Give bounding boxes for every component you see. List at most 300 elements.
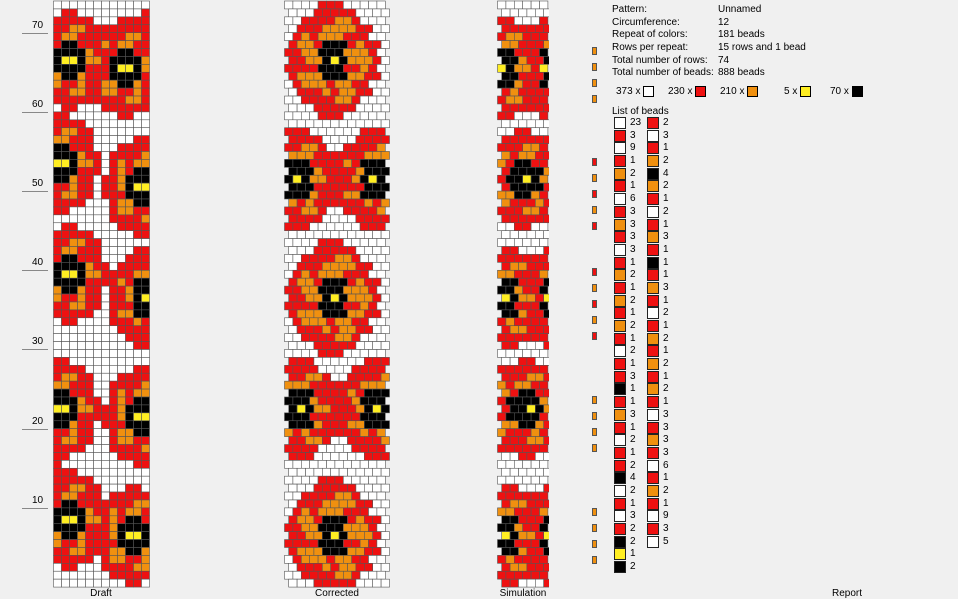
simulation-bead[interactable] [535, 151, 543, 159]
draft-bead[interactable] [126, 357, 134, 365]
simulation-bead[interactable] [523, 254, 531, 262]
draft-bead[interactable] [54, 500, 62, 508]
corrected-bead[interactable] [318, 80, 326, 88]
corrected-bead[interactable] [339, 357, 347, 365]
draft-bead[interactable] [126, 64, 134, 72]
corrected-bead[interactable] [343, 334, 351, 342]
draft-bead[interactable] [86, 72, 94, 80]
simulation-bead[interactable] [523, 286, 531, 294]
corrected-bead[interactable] [327, 191, 335, 199]
simulation-bead[interactable] [506, 223, 514, 231]
corrected-bead[interactable] [360, 128, 368, 136]
draft-bead[interactable] [78, 104, 86, 112]
simulation-bead[interactable] [519, 484, 527, 492]
corrected-bead[interactable] [373, 247, 381, 255]
draft-bead[interactable] [110, 254, 118, 262]
simulation-bead[interactable] [535, 516, 543, 524]
corrected-bead[interactable] [381, 547, 389, 555]
draft-bead[interactable] [94, 231, 102, 239]
simulation-bead[interactable] [506, 349, 514, 357]
simulation-bead[interactable] [514, 128, 522, 136]
corrected-bead[interactable] [318, 460, 326, 468]
draft-bead[interactable] [94, 460, 102, 468]
simulation-bead[interactable] [531, 555, 539, 563]
draft-bead[interactable] [62, 318, 70, 326]
draft-bead[interactable] [142, 144, 150, 152]
simulation-bead[interactable] [523, 112, 531, 120]
corrected-bead[interactable] [335, 49, 343, 57]
draft-bead[interactable] [142, 183, 150, 191]
corrected-bead[interactable] [318, 476, 326, 484]
simulation-bead[interactable] [502, 452, 510, 460]
corrected-bead[interactable] [381, 9, 389, 17]
corrected-bead[interactable] [352, 239, 360, 247]
draft-bead[interactable] [86, 579, 94, 587]
draft-bead[interactable] [78, 25, 86, 33]
corrected-bead[interactable] [322, 452, 330, 460]
draft-bead[interactable] [62, 365, 70, 373]
draft-bead[interactable] [78, 120, 86, 128]
corrected-bead[interactable] [297, 56, 305, 64]
simulation-bead[interactable] [531, 239, 539, 247]
draft-bead[interactable] [94, 365, 102, 373]
corrected-bead[interactable] [297, 468, 305, 476]
corrected-bead[interactable] [306, 231, 314, 239]
draft-bead[interactable] [70, 516, 78, 524]
simulation-bead[interactable] [544, 25, 549, 33]
corrected-bead[interactable] [335, 286, 343, 294]
corrected-bead[interactable] [339, 547, 347, 555]
simulation-bead[interactable] [531, 17, 539, 25]
corrected-bead[interactable] [289, 563, 297, 571]
draft-bead[interactable] [86, 373, 94, 381]
corrected-bead[interactable] [285, 508, 293, 516]
draft-bead[interactable] [78, 294, 86, 302]
simulation-bead[interactable] [514, 365, 522, 373]
corrected-bead[interactable] [381, 136, 389, 144]
corrected-bead[interactable] [352, 381, 360, 389]
corrected-bead[interactable] [293, 397, 301, 405]
corrected-bead[interactable] [360, 207, 368, 215]
draft-bead[interactable] [78, 310, 86, 318]
draft-bead[interactable] [54, 17, 62, 25]
corrected-bead[interactable] [327, 239, 335, 247]
draft-bead[interactable] [134, 207, 142, 215]
draft-bead[interactable] [54, 555, 62, 563]
corrected-bead[interactable] [377, 175, 385, 183]
simulation-bead[interactable] [544, 563, 549, 571]
draft-bead[interactable] [70, 112, 78, 120]
draft-bead[interactable] [70, 286, 78, 294]
corrected-bead[interactable] [289, 437, 297, 445]
corrected-bead[interactable] [297, 547, 305, 555]
corrected-bead[interactable] [360, 445, 368, 453]
corrected-bead[interactable] [293, 144, 301, 152]
draft-bead[interactable] [126, 334, 134, 342]
draft-bead[interactable] [54, 41, 62, 49]
corrected-bead[interactable] [369, 286, 377, 294]
corrected-bead[interactable] [293, 270, 301, 278]
draft-bead[interactable] [142, 365, 150, 373]
simulation-bead[interactable] [502, 326, 510, 334]
simulation-bead[interactable] [544, 294, 549, 302]
draft-bead[interactable] [70, 579, 78, 587]
corrected-bead[interactable] [339, 563, 347, 571]
draft-bead[interactable] [70, 96, 78, 104]
corrected-bead[interactable] [310, 254, 318, 262]
corrected-bead[interactable] [301, 508, 309, 516]
corrected-bead[interactable] [289, 278, 297, 286]
simulation-bead[interactable] [502, 484, 510, 492]
draft-bead[interactable] [118, 302, 126, 310]
corrected-bead[interactable] [306, 516, 314, 524]
draft-bead[interactable] [78, 215, 86, 223]
draft-bead[interactable] [70, 215, 78, 223]
draft-bead[interactable] [62, 231, 70, 239]
simulation-bead[interactable] [523, 381, 531, 389]
draft-bead[interactable] [118, 571, 126, 579]
simulation-bead[interactable] [527, 167, 535, 175]
corrected-bead[interactable] [348, 231, 356, 239]
corrected-bead[interactable] [356, 120, 364, 128]
simulation-bead[interactable] [514, 318, 522, 326]
draft-bead[interactable] [118, 223, 126, 231]
draft-bead[interactable] [62, 254, 70, 262]
corrected-bead[interactable] [335, 429, 343, 437]
draft-bead[interactable] [78, 445, 86, 453]
draft-bead[interactable] [142, 381, 150, 389]
draft-bead[interactable] [70, 207, 78, 215]
draft-bead[interactable] [54, 262, 62, 270]
simulation-bead[interactable] [523, 492, 531, 500]
corrected-bead[interactable] [327, 49, 335, 57]
draft-bead[interactable] [86, 120, 94, 128]
draft-bead[interactable] [54, 318, 62, 326]
draft-bead[interactable] [118, 452, 126, 460]
draft-bead[interactable] [86, 294, 94, 302]
draft-bead[interactable] [142, 270, 150, 278]
corrected-bead[interactable] [369, 112, 377, 120]
corrected-bead[interactable] [343, 429, 351, 437]
draft-bead[interactable] [70, 540, 78, 548]
draft-bead[interactable] [110, 1, 118, 9]
draft-bead[interactable] [118, 136, 126, 144]
corrected-bead[interactable] [301, 223, 309, 231]
corrected-bead[interactable] [364, 389, 372, 397]
corrected-bead[interactable] [327, 381, 335, 389]
simulation-bead[interactable] [506, 460, 514, 468]
draft-bead[interactable] [62, 302, 70, 310]
corrected-bead[interactable] [364, 326, 372, 334]
corrected-bead[interactable] [377, 80, 385, 88]
simulation-bead[interactable] [544, 421, 549, 429]
draft-bead[interactable] [126, 104, 134, 112]
draft-bead[interactable] [78, 223, 86, 231]
draft-bead[interactable] [54, 167, 62, 175]
simulation-bead[interactable] [502, 262, 510, 270]
simulation-bead[interactable] [510, 326, 518, 334]
corrected-bead[interactable] [356, 405, 364, 413]
draft-bead[interactable] [62, 516, 70, 524]
corrected-bead[interactable] [348, 294, 356, 302]
draft-bead[interactable] [142, 357, 150, 365]
simulation-bead[interactable] [510, 310, 518, 318]
draft-bead[interactable] [102, 199, 110, 207]
draft-bead[interactable] [126, 96, 134, 104]
simulation-bead[interactable] [527, 136, 535, 144]
draft-bead[interactable] [110, 555, 118, 563]
draft-bead[interactable] [62, 1, 70, 9]
simulation-bead[interactable] [498, 191, 506, 199]
draft-bead[interactable] [134, 500, 142, 508]
corrected-bead[interactable] [360, 571, 368, 579]
draft-bead[interactable] [142, 136, 150, 144]
corrected-bead[interactable] [343, 144, 351, 152]
draft-bead[interactable] [134, 239, 142, 247]
corrected-bead[interactable] [381, 72, 389, 80]
simulation-bead[interactable] [510, 72, 518, 80]
draft-bead[interactable] [102, 80, 110, 88]
corrected-bead[interactable] [356, 468, 364, 476]
corrected-bead[interactable] [322, 373, 330, 381]
draft-bead[interactable] [142, 437, 150, 445]
corrected-bead[interactable] [327, 270, 335, 278]
draft-bead[interactable] [102, 357, 110, 365]
corrected-bead[interactable] [373, 579, 381, 587]
draft-bead[interactable] [70, 460, 78, 468]
corrected-bead[interactable] [322, 516, 330, 524]
corrected-bead[interactable] [369, 540, 377, 548]
corrected-bead[interactable] [373, 484, 381, 492]
corrected-bead[interactable] [285, 128, 293, 136]
corrected-bead[interactable] [343, 175, 351, 183]
draft-bead[interactable] [70, 476, 78, 484]
simulation-bead[interactable] [510, 120, 518, 128]
draft-bead[interactable] [118, 476, 126, 484]
draft-bead[interactable] [78, 452, 86, 460]
corrected-bead[interactable] [310, 112, 318, 120]
corrected-bead[interactable] [331, 183, 339, 191]
draft-bead[interactable] [134, 349, 142, 357]
corrected-bead[interactable] [322, 9, 330, 17]
draft-bead[interactable] [126, 25, 134, 33]
draft-bead[interactable] [78, 231, 86, 239]
simulation-bead[interactable] [498, 286, 506, 294]
draft-bead[interactable] [102, 555, 110, 563]
draft-bead[interactable] [78, 349, 86, 357]
corrected-bead[interactable] [352, 223, 360, 231]
simulation-bead[interactable] [523, 508, 531, 516]
draft-bead[interactable] [86, 532, 94, 540]
corrected-bead[interactable] [373, 136, 381, 144]
corrected-bead[interactable] [306, 262, 314, 270]
corrected-bead[interactable] [314, 120, 322, 128]
draft-bead[interactable] [142, 484, 150, 492]
draft-bead[interactable] [110, 357, 118, 365]
corrected-bead[interactable] [377, 17, 385, 25]
corrected-bead[interactable] [310, 524, 318, 532]
draft-bead[interactable] [86, 80, 94, 88]
corrected-bead[interactable] [381, 167, 389, 175]
corrected-bead[interactable] [327, 397, 335, 405]
corrected-bead[interactable] [297, 151, 305, 159]
simulation-bead[interactable] [514, 207, 522, 215]
simulation-bead[interactable] [523, 223, 531, 231]
corrected-bead[interactable] [310, 318, 318, 326]
corrected-bead[interactable] [360, 17, 368, 25]
draft-bead[interactable] [78, 151, 86, 159]
draft-bead[interactable] [126, 112, 134, 120]
simulation-bead[interactable] [510, 231, 518, 239]
corrected-bead[interactable] [373, 56, 381, 64]
draft-bead[interactable] [126, 547, 134, 555]
simulation-bead[interactable] [531, 413, 539, 421]
simulation-bead[interactable] [535, 532, 543, 540]
corrected-bead[interactable] [360, 159, 368, 167]
corrected-bead[interactable] [314, 278, 322, 286]
draft-bead[interactable] [78, 571, 86, 579]
corrected-bead[interactable] [327, 302, 335, 310]
simulation-bead[interactable] [506, 508, 514, 516]
corrected-bead[interactable] [356, 452, 364, 460]
corrected-bead[interactable] [285, 80, 293, 88]
corrected-bead[interactable] [360, 397, 368, 405]
draft-bead[interactable] [110, 64, 118, 72]
draft-bead[interactable] [54, 80, 62, 88]
draft-bead[interactable] [102, 571, 110, 579]
simulation-bead[interactable] [498, 144, 506, 152]
draft-bead[interactable] [86, 136, 94, 144]
corrected-bead[interactable] [301, 64, 309, 72]
simulation-bead[interactable] [502, 357, 510, 365]
corrected-bead[interactable] [339, 294, 347, 302]
draft-bead[interactable] [70, 365, 78, 373]
draft-bead[interactable] [94, 25, 102, 33]
draft-bead[interactable] [54, 532, 62, 540]
corrected-bead[interactable] [289, 452, 297, 460]
simulation-bead[interactable] [540, 555, 548, 563]
simulation-bead[interactable] [540, 492, 548, 500]
corrected-bead[interactable] [348, 72, 356, 80]
corrected-bead[interactable] [331, 120, 339, 128]
draft-bead[interactable] [54, 421, 62, 429]
draft-bead[interactable] [54, 215, 62, 223]
simulation-bead[interactable] [502, 579, 510, 587]
corrected-bead[interactable] [343, 254, 351, 262]
corrected-bead[interactable] [364, 41, 372, 49]
corrected-bead[interactable] [377, 397, 385, 405]
simulation-bead[interactable] [506, 397, 514, 405]
draft-bead[interactable] [118, 183, 126, 191]
corrected-bead[interactable] [293, 49, 301, 57]
draft-bead[interactable] [126, 1, 134, 9]
corrected-bead[interactable] [285, 413, 293, 421]
corrected-bead[interactable] [301, 96, 309, 104]
draft-bead[interactable] [142, 500, 150, 508]
corrected-bead[interactable] [318, 429, 326, 437]
corrected-bead[interactable] [293, 239, 301, 247]
corrected-bead[interactable] [352, 112, 360, 120]
draft-bead[interactable] [142, 532, 150, 540]
corrected-bead[interactable] [339, 342, 347, 350]
corrected-bead[interactable] [301, 17, 309, 25]
draft-bead[interactable] [118, 381, 126, 389]
simulation-bead[interactable] [535, 215, 543, 223]
draft-bead[interactable] [86, 239, 94, 247]
draft-bead[interactable] [102, 579, 110, 587]
draft-bead[interactable] [54, 294, 62, 302]
draft-bead[interactable] [94, 159, 102, 167]
corrected-bead[interactable] [352, 302, 360, 310]
corrected-bead[interactable] [322, 310, 330, 318]
simulation-bead[interactable] [519, 88, 527, 96]
draft-bead[interactable] [126, 563, 134, 571]
corrected-bead[interactable] [293, 429, 301, 437]
corrected-bead[interactable] [297, 104, 305, 112]
draft-bead[interactable] [134, 167, 142, 175]
corrected-bead[interactable] [343, 397, 351, 405]
draft-bead[interactable] [94, 278, 102, 286]
corrected-grid[interactable] [284, 0, 390, 588]
draft-bead[interactable] [118, 49, 126, 57]
corrected-bead[interactable] [360, 223, 368, 231]
simulation-bead[interactable] [519, 56, 527, 64]
simulation-bead[interactable] [502, 437, 510, 445]
corrected-bead[interactable] [314, 104, 322, 112]
draft-bead[interactable] [78, 159, 86, 167]
simulation-bead[interactable] [531, 223, 539, 231]
corrected-bead[interactable] [343, 302, 351, 310]
draft-bead[interactable] [110, 128, 118, 136]
corrected-bead[interactable] [364, 357, 372, 365]
draft-bead[interactable] [134, 405, 142, 413]
corrected-bead[interactable] [306, 183, 314, 191]
corrected-bead[interactable] [360, 508, 368, 516]
simulation-bead[interactable] [510, 25, 518, 33]
corrected-bead[interactable] [360, 365, 368, 373]
simulation-bead[interactable] [498, 318, 506, 326]
simulation-bead[interactable] [544, 579, 549, 587]
corrected-bead[interactable] [377, 270, 385, 278]
simulation-bead[interactable] [531, 508, 539, 516]
draft-bead[interactable] [118, 254, 126, 262]
draft-bead[interactable] [142, 239, 150, 247]
corrected-bead[interactable] [339, 421, 347, 429]
corrected-bead[interactable] [301, 207, 309, 215]
corrected-bead[interactable] [318, 175, 326, 183]
draft-bead[interactable] [142, 373, 150, 381]
draft-bead[interactable] [102, 389, 110, 397]
draft-bead[interactable] [62, 381, 70, 389]
corrected-bead[interactable] [364, 9, 372, 17]
simulation-bead[interactable] [540, 540, 548, 548]
simulation-bead[interactable] [498, 96, 506, 104]
simulation-bead[interactable] [510, 151, 518, 159]
corrected-bead[interactable] [339, 199, 347, 207]
simulation-bead[interactable] [531, 334, 539, 342]
simulation-bead[interactable] [544, 72, 549, 80]
draft-bead[interactable] [126, 508, 134, 516]
draft-bead[interactable] [126, 452, 134, 460]
corrected-bead[interactable] [348, 437, 356, 445]
corrected-bead[interactable] [306, 421, 314, 429]
draft-bead[interactable] [118, 492, 126, 500]
corrected-bead[interactable] [348, 547, 356, 555]
draft-bead[interactable] [142, 421, 150, 429]
simulation-bead[interactable] [519, 500, 527, 508]
draft-bead[interactable] [54, 547, 62, 555]
draft-bead[interactable] [54, 445, 62, 453]
